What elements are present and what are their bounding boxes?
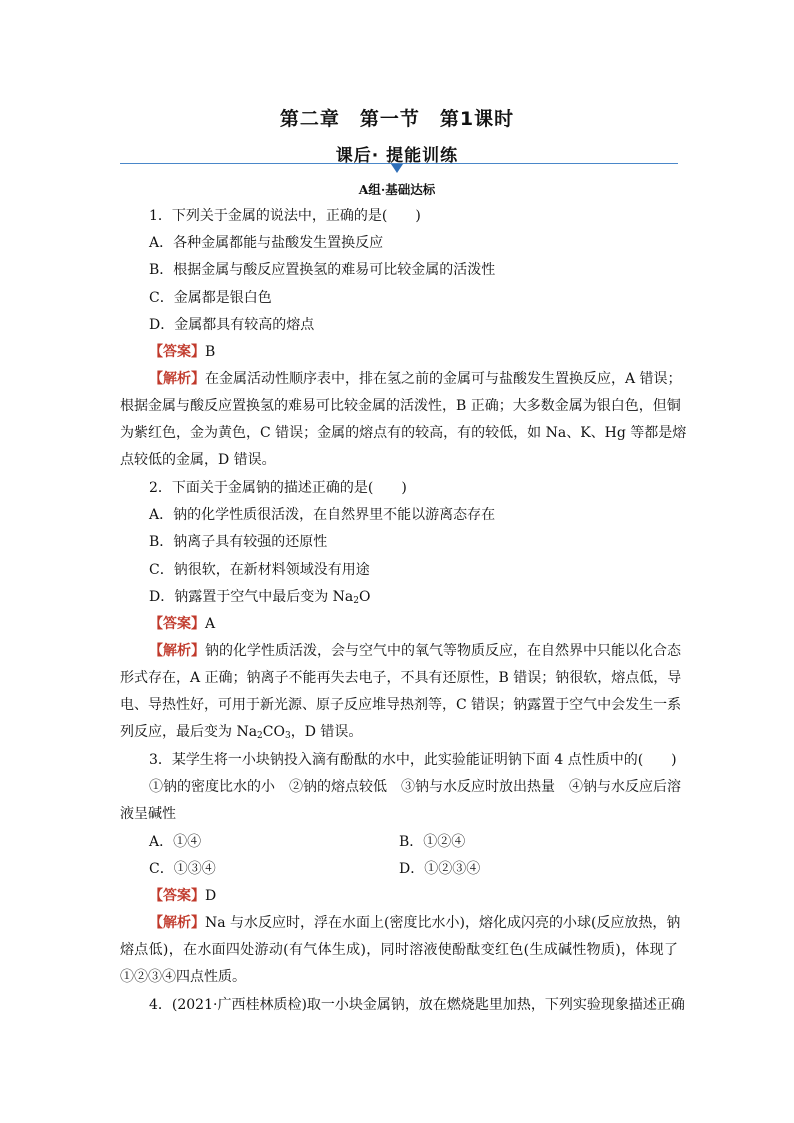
answer-value: D [205,888,217,904]
subscript: 2 [353,596,360,606]
question-3-option-b: B．①②④ [399,834,466,850]
question-1-option-a: A．各种金属都能与盐酸发生置换反应 [149,235,384,251]
question-3-properties [120,777,681,797]
question-3-analysis-line [120,913,681,933]
question-1-option-b: B．根据金属与酸反应置换氢的难易可比较金属的活泼性 [149,262,496,278]
question-text: 4．(2021·广西桂林质检)取一小块金属钠，放在燃烧匙里加热，下列实验现象描述正确 [149,997,685,1013]
answer-value: A [205,616,216,632]
analysis-text: 列反应，最后变为 Na [120,724,258,740]
option-text: D．钠露置于空气中最后变为 Na [149,589,354,605]
question-2-analysis-line: 形式存在，A 正确；钠离子不能再失去电子，不具有还原性，B 错误；钠很软，熔点低，导 [120,670,682,686]
analysis-text: CO [262,724,285,740]
analysis-text: 在金属活动性顺序表中，排在氢之前的金属可与盐酸发生置换反应，A 错误； [205,371,682,387]
option-text-tail: O [359,589,371,605]
question-1-analysis-line [120,369,682,389]
question-2-analysis-line: 电、导热性好，可用于新光源、原子反应堆导热剂等，C 错误；钠露置于空气中会发生一系 [120,697,682,713]
question-1-answer [149,342,215,362]
question-2-option-c: C．钠很软，在新材料领域没有用途 [149,562,370,578]
question-2-option-b: B．钠离子具有较强的还原性 [149,534,328,550]
answer-tag: 【 答案 】 [149,616,205,632]
question-4-stem [120,995,685,1015]
question-1-stem: 1．下列关于金属的说法中，正确的是( ) [149,208,421,224]
question-2-option-d [149,587,371,607]
question-2-stem: 2．下面关于金属钠的描述正确的是( ) [149,480,407,496]
analysis-text: ，D 错误。 [290,724,363,740]
page-subtitle: 课后· 提能训练 [335,146,459,166]
section-heading: A组·基础达标 [358,182,436,197]
question-2-option-a: A．钠的化学性质很活泼，在自然界里不能以游离态存在 [149,507,496,523]
subscript: 2 [257,731,263,741]
question-3-option-c: C．①③④ [149,861,216,877]
question-1-analysis-line: 点较低的金属，D 错误。 [120,452,276,468]
question-3-answer [149,886,216,906]
answer-tag: 【 答案 】 [149,344,205,360]
question-2-analysis-line [120,641,681,661]
subscript: 3 [284,731,291,741]
answer-tag: 【 答案 】 [149,888,205,904]
answer-value: B [205,344,216,360]
question-3-option-a: A．①④ [149,834,202,850]
analysis-tag: 【 解析 】 [149,915,205,931]
page-title: 第二章 第一节 第1课时 [279,108,515,130]
question-1-option-c: C．金属都是银白色 [149,290,272,306]
analysis-text: 钠的化学性质活泼，会与空气中的氧气等物质反应，在自然界中只能以化合态 [205,643,681,659]
question-2-answer [149,614,215,634]
question-2-analysis-line [120,722,678,742]
analysis-tag: 【 解析 】 [149,643,205,659]
question-1-option-d: D．金属都具有较高的熔点 [149,317,315,333]
question-3-analysis-line: ①②③④四点性质。 [120,969,246,985]
question-3-properties: 液呈碱性 [120,806,176,822]
question-1-analysis-line: 根据金属与酸反应置换氢的难易可比较金属的活泼性，B 正确；大多数金属为银白色，但铜 [120,398,681,414]
question-1-analysis-line: 为紫红色，金为黄色，C 错误；金属的熔点有的较高，有的较低，如 Na、K、Hg 等都是熔 [120,425,687,441]
analysis-tag: 【 解析 】 [149,371,205,387]
properties-text: ①钠的密度比水的小 ②钠的熔点较低 ③钠与水反应时放出热量 ④钠与水反应后溶 [149,779,681,795]
question-3-analysis-line: 熔点低)，在水面四处游动(有气体生成)，同时溶液使酚酞变红色(生成碱性物质)，体现了 [120,942,678,958]
question-3-stem: 3．某学生将一小块钠投入滴有酚酞的水中，此实验能证明钠下面 4 点性质中的( ) [149,752,677,768]
analysis-text: Na 与水反应时，浮在水面上(密度比水小)，熔化成闪亮的小球(反应放热，钠 [205,915,681,931]
question-3-option-d: D．①②③④ [399,861,481,877]
triangle-marker-icon [391,164,403,173]
